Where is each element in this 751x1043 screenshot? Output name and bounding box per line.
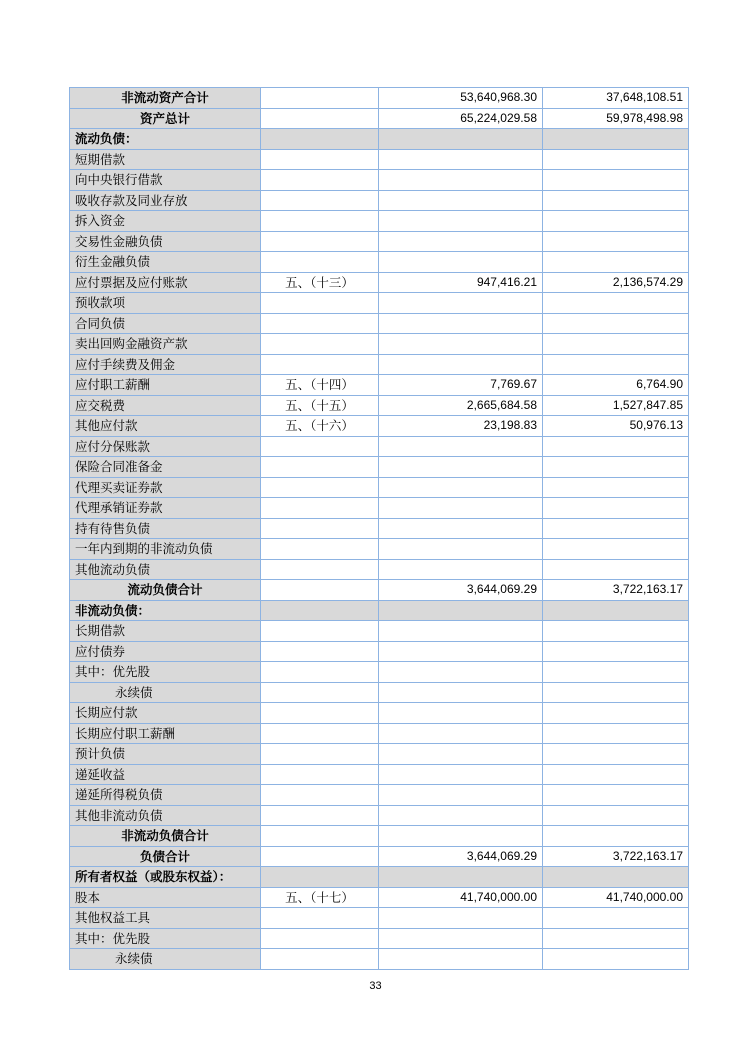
item-cell: 卖出回购金融资产款 xyxy=(70,334,261,355)
item-cell: 衍生金融负债 xyxy=(70,252,261,273)
table-row xyxy=(70,129,689,150)
table-row xyxy=(70,559,689,580)
item-cell: 长期应付职工薪酬 xyxy=(70,723,261,744)
current-amount-cell xyxy=(379,744,543,765)
item-cell: 非流动资产合计 xyxy=(70,88,261,109)
previous-amount-cell xyxy=(543,867,689,888)
item-cell: 拆入资金 xyxy=(70,211,261,232)
note-cell xyxy=(261,231,379,252)
item-cell: 应付分保账款 xyxy=(70,436,261,457)
current-amount-cell xyxy=(379,354,543,375)
current-amount-cell xyxy=(379,149,543,170)
previous-amount-cell xyxy=(543,805,689,826)
current-amount-cell: 41,740,000.00 xyxy=(379,887,543,908)
previous-amount-cell xyxy=(543,559,689,580)
item-cell: 其他权益工具 xyxy=(70,908,261,929)
item-cell: 资产总计 xyxy=(70,108,261,129)
note-cell xyxy=(261,170,379,191)
table-row xyxy=(70,539,689,560)
table-row xyxy=(70,703,689,724)
note-cell xyxy=(261,949,379,970)
note-cell xyxy=(261,252,379,273)
table-row xyxy=(70,662,689,683)
current-amount-cell: 3,644,069.29 xyxy=(379,580,543,601)
item-cell: 非流动负债合计 xyxy=(70,826,261,847)
table-row xyxy=(70,170,689,191)
item-cell: 永续债 xyxy=(70,949,261,970)
table-row xyxy=(70,826,689,847)
note-cell xyxy=(261,457,379,478)
previous-amount-cell: 6,764.90 xyxy=(543,375,689,396)
note-cell xyxy=(261,805,379,826)
current-amount-cell xyxy=(379,477,543,498)
current-amount-cell xyxy=(379,600,543,621)
note-cell xyxy=(261,723,379,744)
note-cell xyxy=(261,764,379,785)
table-row xyxy=(70,375,689,396)
table-row xyxy=(70,149,689,170)
note-cell xyxy=(261,600,379,621)
item-cell: 吸收存款及同业存放 xyxy=(70,190,261,211)
note-cell xyxy=(261,354,379,375)
item-cell: 合同负债 xyxy=(70,313,261,334)
item-cell: 预计负债 xyxy=(70,744,261,765)
table-row xyxy=(70,354,689,375)
current-amount-cell xyxy=(379,518,543,539)
note-cell xyxy=(261,149,379,170)
note-cell xyxy=(261,621,379,642)
item-cell: 一年内到期的非流动负债 xyxy=(70,539,261,560)
table-row xyxy=(70,272,689,293)
current-amount-cell xyxy=(379,252,543,273)
balance-sheet-table xyxy=(69,87,689,970)
item-cell: 其他应付款 xyxy=(70,416,261,437)
current-amount-cell xyxy=(379,539,543,560)
item-cell: 短期借款 xyxy=(70,149,261,170)
item-cell: 保险合同准备金 xyxy=(70,457,261,478)
item-cell: 应交税费 xyxy=(70,395,261,416)
table-row xyxy=(70,231,689,252)
table-row xyxy=(70,211,689,232)
current-amount-cell xyxy=(379,436,543,457)
current-amount-cell xyxy=(379,334,543,355)
previous-amount-cell xyxy=(543,252,689,273)
previous-amount-cell xyxy=(543,518,689,539)
previous-amount-cell xyxy=(543,170,689,191)
previous-amount-cell xyxy=(543,334,689,355)
current-amount-cell: 7,769.67 xyxy=(379,375,543,396)
item-cell: 长期应付款 xyxy=(70,703,261,724)
item-cell: 代理买卖证券款 xyxy=(70,477,261,498)
page-number: 33 xyxy=(369,980,382,992)
table-row xyxy=(70,108,689,129)
previous-amount-cell xyxy=(543,949,689,970)
note-cell: 五、（十四） xyxy=(261,375,379,396)
item-cell: 其他流动负债 xyxy=(70,559,261,580)
previous-amount-cell: 41,740,000.00 xyxy=(543,887,689,908)
previous-amount-cell xyxy=(543,908,689,929)
table-row xyxy=(70,867,689,888)
previous-amount-cell xyxy=(543,129,689,150)
table-row xyxy=(70,682,689,703)
note-cell xyxy=(261,559,379,580)
note-cell xyxy=(261,928,379,949)
current-amount-cell xyxy=(379,682,543,703)
item-cell: 预收款项 xyxy=(70,293,261,314)
note-cell xyxy=(261,293,379,314)
note-cell xyxy=(261,580,379,601)
note-cell: 五、（十三） xyxy=(261,272,379,293)
current-amount-cell xyxy=(379,723,543,744)
current-amount-cell xyxy=(379,928,543,949)
table-row xyxy=(70,436,689,457)
current-amount-cell xyxy=(379,170,543,191)
current-amount-cell xyxy=(379,313,543,334)
current-amount-cell xyxy=(379,457,543,478)
item-cell: 应付职工薪酬 xyxy=(70,375,261,396)
previous-amount-cell xyxy=(543,826,689,847)
current-amount-cell: 3,644,069.29 xyxy=(379,846,543,867)
note-cell xyxy=(261,334,379,355)
previous-amount-cell xyxy=(543,764,689,785)
item-cell: 递延所得税负债 xyxy=(70,785,261,806)
table-row xyxy=(70,846,689,867)
current-amount-cell xyxy=(379,498,543,519)
note-cell xyxy=(261,313,379,334)
note-cell xyxy=(261,129,379,150)
current-amount-cell xyxy=(379,211,543,232)
item-cell: 持有待售负债 xyxy=(70,518,261,539)
item-cell: 应付债券 xyxy=(70,641,261,662)
previous-amount-cell xyxy=(543,293,689,314)
table-row xyxy=(70,949,689,970)
previous-amount-cell xyxy=(543,477,689,498)
previous-amount-cell: 2,136,574.29 xyxy=(543,272,689,293)
table-row xyxy=(70,395,689,416)
table-row xyxy=(70,764,689,785)
previous-amount-cell xyxy=(543,457,689,478)
note-cell xyxy=(261,641,379,662)
item-cell: 其中：优先股 xyxy=(70,928,261,949)
item-cell: 向中央银行借款 xyxy=(70,170,261,191)
balance-sheet-body xyxy=(70,88,689,970)
item-cell: 非流动负债： xyxy=(70,600,261,621)
table-row xyxy=(70,252,689,273)
item-cell: 流动负债合计 xyxy=(70,580,261,601)
table-row xyxy=(70,928,689,949)
note-cell xyxy=(261,744,379,765)
table-row xyxy=(70,908,689,929)
current-amount-cell xyxy=(379,190,543,211)
previous-amount-cell: 37,648,108.51 xyxy=(543,88,689,109)
note-cell xyxy=(261,682,379,703)
table-row xyxy=(70,313,689,334)
previous-amount-cell: 3,722,163.17 xyxy=(543,846,689,867)
item-cell: 应付手续费及佣金 xyxy=(70,354,261,375)
note-cell xyxy=(261,211,379,232)
current-amount-cell: 53,640,968.30 xyxy=(379,88,543,109)
note-cell xyxy=(261,190,379,211)
table-row xyxy=(70,518,689,539)
current-amount-cell xyxy=(379,293,543,314)
previous-amount-cell xyxy=(543,539,689,560)
current-amount-cell xyxy=(379,785,543,806)
note-cell xyxy=(261,662,379,683)
note-cell xyxy=(261,785,379,806)
note-cell xyxy=(261,477,379,498)
previous-amount-cell: 3,722,163.17 xyxy=(543,580,689,601)
item-cell: 其中：优先股 xyxy=(70,662,261,683)
note-cell xyxy=(261,908,379,929)
note-cell: 五、（十七） xyxy=(261,887,379,908)
table-row xyxy=(70,785,689,806)
table-row xyxy=(70,88,689,109)
previous-amount-cell: 50,976.13 xyxy=(543,416,689,437)
previous-amount-cell xyxy=(543,211,689,232)
previous-amount-cell xyxy=(543,231,689,252)
item-cell: 递延收益 xyxy=(70,764,261,785)
previous-amount-cell xyxy=(543,498,689,519)
previous-amount-cell xyxy=(543,928,689,949)
note-cell: 五、（十五） xyxy=(261,395,379,416)
table-row xyxy=(70,744,689,765)
item-cell: 股本 xyxy=(70,887,261,908)
previous-amount-cell xyxy=(543,662,689,683)
table-row xyxy=(70,805,689,826)
previous-amount-cell xyxy=(543,744,689,765)
table-row xyxy=(70,887,689,908)
note-cell xyxy=(261,108,379,129)
table-row xyxy=(70,641,689,662)
item-cell: 流动负债： xyxy=(70,129,261,150)
note-cell xyxy=(261,703,379,724)
previous-amount-cell xyxy=(543,354,689,375)
note-cell xyxy=(261,867,379,888)
item-cell: 其他非流动负债 xyxy=(70,805,261,826)
note-cell xyxy=(261,826,379,847)
table-row xyxy=(70,621,689,642)
previous-amount-cell: 1,527,847.85 xyxy=(543,395,689,416)
note-cell xyxy=(261,436,379,457)
current-amount-cell xyxy=(379,129,543,150)
previous-amount-cell xyxy=(543,682,689,703)
item-cell: 应付票据及应付账款 xyxy=(70,272,261,293)
table-row xyxy=(70,190,689,211)
note-cell: 五、（十六） xyxy=(261,416,379,437)
item-cell: 交易性金融负债 xyxy=(70,231,261,252)
current-amount-cell xyxy=(379,621,543,642)
previous-amount-cell xyxy=(543,436,689,457)
previous-amount-cell xyxy=(543,703,689,724)
previous-amount-cell xyxy=(543,723,689,744)
table-row xyxy=(70,334,689,355)
previous-amount-cell xyxy=(543,621,689,642)
current-amount-cell xyxy=(379,805,543,826)
current-amount-cell xyxy=(379,231,543,252)
current-amount-cell xyxy=(379,826,543,847)
table-row xyxy=(70,477,689,498)
current-amount-cell: 65,224,029.58 xyxy=(379,108,543,129)
previous-amount-cell xyxy=(543,785,689,806)
current-amount-cell xyxy=(379,764,543,785)
note-cell xyxy=(261,498,379,519)
table-row xyxy=(70,580,689,601)
previous-amount-cell: 59,978,498.98 xyxy=(543,108,689,129)
note-cell xyxy=(261,88,379,109)
previous-amount-cell xyxy=(543,313,689,334)
previous-amount-cell xyxy=(543,600,689,621)
item-cell: 所有者权益（或股东权益）： xyxy=(70,867,261,888)
current-amount-cell xyxy=(379,867,543,888)
item-cell: 长期借款 xyxy=(70,621,261,642)
current-amount-cell xyxy=(379,662,543,683)
current-amount-cell xyxy=(379,703,543,724)
current-amount-cell xyxy=(379,949,543,970)
table-row xyxy=(70,498,689,519)
note-cell xyxy=(261,518,379,539)
table-row xyxy=(70,723,689,744)
item-cell: 永续债 xyxy=(70,682,261,703)
current-amount-cell xyxy=(379,641,543,662)
item-cell: 代理承销证券款 xyxy=(70,498,261,519)
table-row xyxy=(70,457,689,478)
current-amount-cell xyxy=(379,908,543,929)
current-amount-cell: 2,665,684.58 xyxy=(379,395,543,416)
current-amount-cell: 23,198.83 xyxy=(379,416,543,437)
previous-amount-cell xyxy=(543,190,689,211)
item-cell: 负债合计 xyxy=(70,846,261,867)
table-row xyxy=(70,293,689,314)
current-amount-cell: 947,416.21 xyxy=(379,272,543,293)
note-cell xyxy=(261,846,379,867)
previous-amount-cell xyxy=(543,641,689,662)
current-amount-cell xyxy=(379,559,543,580)
table-row xyxy=(70,600,689,621)
previous-amount-cell xyxy=(543,149,689,170)
note-cell xyxy=(261,539,379,560)
table-row xyxy=(70,416,689,437)
